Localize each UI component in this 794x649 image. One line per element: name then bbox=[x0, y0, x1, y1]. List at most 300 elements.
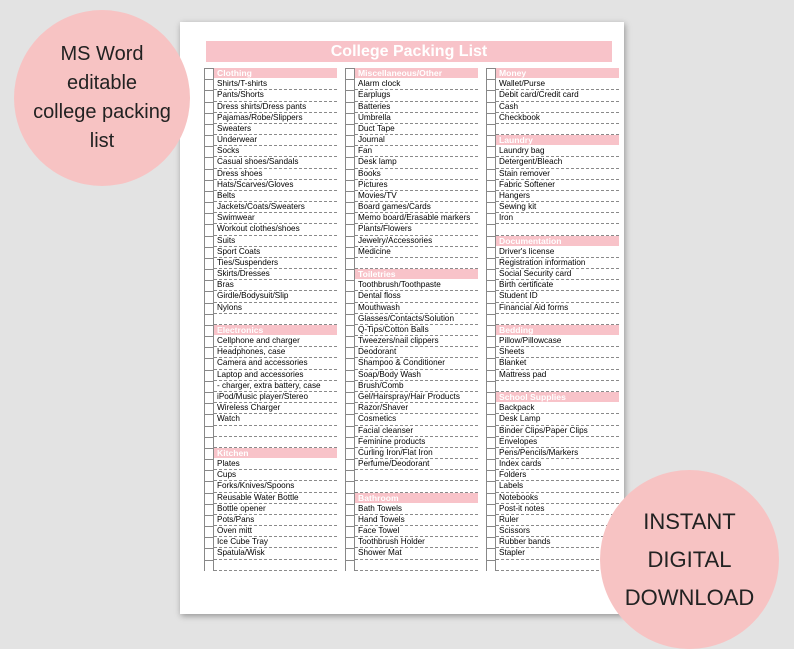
list-item bbox=[345, 437, 478, 448]
list-item-label: Razor/Shaver bbox=[355, 403, 478, 414]
checkbox[interactable] bbox=[204, 448, 214, 459]
checkbox[interactable] bbox=[204, 526, 214, 537]
list-item bbox=[345, 146, 478, 157]
checkbox[interactable] bbox=[204, 213, 214, 224]
list-item bbox=[345, 180, 478, 191]
checkbox[interactable] bbox=[345, 79, 355, 90]
section-header bbox=[345, 493, 478, 504]
checkbox[interactable] bbox=[204, 325, 214, 336]
checkbox[interactable] bbox=[204, 157, 214, 168]
list-item-label: Workout clothes/shoes bbox=[214, 224, 337, 235]
checkbox[interactable] bbox=[486, 113, 496, 124]
checkbox[interactable] bbox=[486, 336, 496, 347]
section-header bbox=[204, 448, 337, 459]
section-header-label: Kitchen bbox=[214, 448, 337, 459]
list-item bbox=[345, 224, 478, 235]
list-item bbox=[486, 280, 619, 291]
list-item-label: Wireless Charger bbox=[214, 403, 337, 414]
checkbox[interactable] bbox=[345, 403, 355, 414]
checkbox[interactable] bbox=[345, 515, 355, 526]
list-item-label: Social Security card bbox=[496, 269, 619, 280]
list-item-label: Forks/Knives/Spoons bbox=[214, 481, 337, 492]
checkbox[interactable] bbox=[486, 459, 496, 470]
checkbox[interactable] bbox=[204, 113, 214, 124]
checkbox[interactable] bbox=[345, 213, 355, 224]
checkbox[interactable] bbox=[204, 191, 214, 202]
checkbox[interactable] bbox=[486, 504, 496, 515]
list-item bbox=[204, 269, 337, 280]
list-item bbox=[204, 224, 337, 235]
list-item bbox=[204, 314, 337, 325]
checkbox[interactable] bbox=[204, 102, 214, 113]
checkbox[interactable] bbox=[204, 314, 214, 325]
list-item bbox=[486, 414, 619, 425]
list-item-label bbox=[214, 314, 337, 325]
list-item bbox=[204, 370, 337, 381]
list-item-label: Pots/Pans bbox=[214, 515, 337, 526]
list-item bbox=[204, 526, 337, 537]
list-item-label: Facial cleanser bbox=[355, 426, 478, 437]
list-column-1 bbox=[204, 68, 337, 571]
list-item bbox=[345, 381, 478, 392]
checkbox[interactable] bbox=[486, 526, 496, 537]
list-item bbox=[345, 548, 478, 559]
list-item bbox=[345, 325, 478, 336]
list-item-label bbox=[496, 224, 619, 235]
checkbox[interactable] bbox=[486, 314, 496, 325]
checkbox[interactable] bbox=[345, 537, 355, 548]
checkbox[interactable] bbox=[486, 381, 496, 392]
checkbox[interactable] bbox=[486, 169, 496, 180]
checkbox[interactable] bbox=[345, 448, 355, 459]
list-item bbox=[204, 414, 337, 425]
checkbox[interactable] bbox=[204, 90, 214, 101]
checkbox[interactable] bbox=[204, 515, 214, 526]
list-item bbox=[486, 124, 619, 135]
checkbox[interactable] bbox=[486, 481, 496, 492]
checkbox[interactable] bbox=[204, 303, 214, 314]
list-item bbox=[204, 124, 337, 135]
section-header-label: Documentation bbox=[496, 236, 619, 247]
list-item-label bbox=[496, 381, 619, 392]
checkbox[interactable] bbox=[486, 90, 496, 101]
checkbox[interactable] bbox=[204, 470, 214, 481]
list-item bbox=[345, 169, 478, 180]
section-header bbox=[486, 135, 619, 146]
list-item bbox=[204, 202, 337, 213]
list-item-label: Socks bbox=[214, 146, 337, 157]
list-item bbox=[204, 102, 337, 113]
checkbox[interactable] bbox=[204, 68, 214, 79]
checkbox[interactable] bbox=[345, 470, 355, 481]
checkbox[interactable] bbox=[345, 258, 355, 269]
checkbox[interactable] bbox=[486, 515, 496, 526]
list-item bbox=[204, 169, 337, 180]
checkbox[interactable] bbox=[486, 79, 496, 90]
checkbox[interactable] bbox=[486, 258, 496, 269]
list-item-label bbox=[214, 426, 337, 437]
list-item-label: Pajamas/Robe/Slippers bbox=[214, 113, 337, 124]
list-item bbox=[486, 157, 619, 168]
list-item-label: Perfume/Deodorant bbox=[355, 459, 478, 470]
checkbox[interactable] bbox=[204, 548, 214, 559]
list-item bbox=[345, 392, 478, 403]
promo-line: list bbox=[89, 130, 115, 152]
checkbox[interactable] bbox=[345, 224, 355, 235]
checkbox[interactable] bbox=[486, 403, 496, 414]
list-item-label: Girdle/Bodysuit/Slip bbox=[214, 291, 337, 302]
checkbox[interactable] bbox=[345, 90, 355, 101]
checkbox[interactable] bbox=[486, 537, 496, 548]
checkbox[interactable] bbox=[345, 303, 355, 314]
checkbox[interactable] bbox=[345, 236, 355, 247]
checkbox[interactable] bbox=[345, 169, 355, 180]
list-item-label: Birth certificate bbox=[496, 280, 619, 291]
list-item bbox=[204, 381, 337, 392]
list-item-label bbox=[496, 124, 619, 135]
checkbox[interactable] bbox=[204, 370, 214, 381]
checkbox[interactable] bbox=[345, 68, 355, 79]
list-item-label: Feminine products bbox=[355, 437, 478, 448]
checkbox[interactable] bbox=[204, 291, 214, 302]
list-item-label: Earplugs bbox=[355, 90, 478, 101]
checkbox[interactable] bbox=[345, 247, 355, 258]
checkbox[interactable] bbox=[486, 426, 496, 437]
checkbox[interactable] bbox=[204, 403, 214, 414]
list-item bbox=[345, 347, 478, 358]
checkbox[interactable] bbox=[486, 247, 496, 258]
list-item bbox=[486, 358, 619, 369]
list-item bbox=[486, 493, 619, 504]
list-item bbox=[204, 358, 337, 369]
checkbox[interactable] bbox=[204, 224, 214, 235]
list-item bbox=[486, 247, 619, 258]
list-item bbox=[345, 526, 478, 537]
section-header bbox=[486, 68, 619, 79]
checkbox[interactable] bbox=[486, 437, 496, 448]
checkbox[interactable] bbox=[345, 370, 355, 381]
list-item-label bbox=[214, 560, 337, 571]
checkbox[interactable] bbox=[486, 414, 496, 425]
checkbox[interactable] bbox=[486, 303, 496, 314]
page-title: College Packing List bbox=[206, 41, 612, 62]
list-item-label: Backpack bbox=[496, 403, 619, 414]
checkbox[interactable] bbox=[345, 124, 355, 135]
list-item-label: Checkbook bbox=[496, 113, 619, 124]
checkbox[interactable] bbox=[486, 470, 496, 481]
checkbox[interactable] bbox=[486, 560, 496, 571]
list-item-label: - charger, extra battery, case bbox=[214, 381, 337, 392]
list-item-label: Fabric Softener bbox=[496, 180, 619, 191]
checkbox[interactable] bbox=[486, 280, 496, 291]
list-item-label: Cellphone and charger bbox=[214, 336, 337, 347]
list-item bbox=[486, 146, 619, 157]
checkbox[interactable] bbox=[345, 146, 355, 157]
list-item bbox=[345, 470, 478, 481]
checkbox[interactable] bbox=[345, 560, 355, 571]
list-item-label: Desk lamp bbox=[355, 157, 478, 168]
checkbox[interactable] bbox=[345, 437, 355, 448]
list-item bbox=[345, 303, 478, 314]
list-item-label: Reusable Water Bottle bbox=[214, 493, 337, 504]
list-item bbox=[204, 504, 337, 515]
list-item bbox=[204, 515, 337, 526]
list-item-label: Pants/Shorts bbox=[214, 90, 337, 101]
checkbox[interactable] bbox=[486, 493, 496, 504]
checkbox[interactable] bbox=[345, 269, 355, 280]
checkbox[interactable] bbox=[486, 236, 496, 247]
checkbox[interactable] bbox=[486, 370, 496, 381]
checkbox[interactable] bbox=[486, 202, 496, 213]
list-item-label: Batteries bbox=[355, 102, 478, 113]
checkbox[interactable] bbox=[204, 437, 214, 448]
list-item-label: Spatula/Wisk bbox=[214, 548, 337, 559]
list-item-label: Jewelry/Accessories bbox=[355, 236, 478, 247]
list-item-label: Toothbrush/Toothpaste bbox=[355, 280, 478, 291]
checkbox[interactable] bbox=[345, 392, 355, 403]
list-item-label: Post-it notes bbox=[496, 504, 619, 515]
checkbox[interactable] bbox=[486, 448, 496, 459]
checkbox[interactable] bbox=[204, 180, 214, 191]
checkbox[interactable] bbox=[345, 102, 355, 113]
list-item-label: Alarm clock bbox=[355, 79, 478, 90]
section-header-label: Money bbox=[496, 68, 619, 79]
list-item bbox=[486, 224, 619, 235]
checkbox[interactable] bbox=[204, 560, 214, 571]
list-item bbox=[486, 448, 619, 459]
list-item bbox=[345, 213, 478, 224]
checkbox[interactable] bbox=[204, 146, 214, 157]
list-item-label: Books bbox=[355, 169, 478, 180]
list-item bbox=[486, 347, 619, 358]
checkbox[interactable] bbox=[204, 202, 214, 213]
checkbox[interactable] bbox=[204, 135, 214, 146]
checkbox[interactable] bbox=[204, 280, 214, 291]
promo-badge-download bbox=[600, 470, 779, 649]
list-item-label: Movies/TV bbox=[355, 191, 478, 202]
section-header-label: Bathroom bbox=[355, 493, 478, 504]
list-item bbox=[204, 560, 337, 571]
checkbox[interactable] bbox=[486, 224, 496, 235]
checkbox[interactable] bbox=[204, 414, 214, 425]
list-item bbox=[486, 202, 619, 213]
checkbox[interactable] bbox=[486, 291, 496, 302]
checkbox[interactable] bbox=[486, 180, 496, 191]
checkbox[interactable] bbox=[345, 191, 355, 202]
list-item-label: Gel/Hairspray/Hair Products bbox=[355, 392, 478, 403]
checkbox[interactable] bbox=[486, 157, 496, 168]
list-item-label: Umbrella bbox=[355, 113, 478, 124]
checkbox[interactable] bbox=[204, 79, 214, 90]
list-item bbox=[345, 236, 478, 247]
checkbox[interactable] bbox=[345, 202, 355, 213]
list-item bbox=[204, 258, 337, 269]
list-item-label: Debit card/Credit card bbox=[496, 90, 619, 101]
list-item-label: Mouthwash bbox=[355, 303, 478, 314]
list-item-label: Stapler bbox=[496, 548, 619, 559]
checkbox[interactable] bbox=[204, 336, 214, 347]
list-item bbox=[204, 493, 337, 504]
checkbox[interactable] bbox=[486, 213, 496, 224]
checkbox[interactable] bbox=[486, 135, 496, 146]
section-header-label: Electronics bbox=[214, 325, 337, 336]
list-item bbox=[204, 392, 337, 403]
checkbox[interactable] bbox=[204, 247, 214, 258]
list-item bbox=[204, 191, 337, 202]
checkbox[interactable] bbox=[345, 280, 355, 291]
list-item bbox=[204, 135, 337, 146]
list-item bbox=[486, 537, 619, 548]
list-item bbox=[345, 370, 478, 381]
checkbox[interactable] bbox=[486, 347, 496, 358]
list-item-label: Pens/Pencils/Markers bbox=[496, 448, 619, 459]
list-item-label: Medicine bbox=[355, 247, 478, 258]
list-item bbox=[204, 79, 337, 90]
list-item bbox=[204, 403, 337, 414]
list-item bbox=[204, 113, 337, 124]
checkbox[interactable] bbox=[345, 180, 355, 191]
list-item-label: Plates bbox=[214, 459, 337, 470]
list-item-label: Driver's license bbox=[496, 247, 619, 258]
checkbox[interactable] bbox=[204, 236, 214, 247]
checkbox[interactable] bbox=[204, 459, 214, 470]
list-item bbox=[345, 90, 478, 101]
checkbox[interactable] bbox=[204, 537, 214, 548]
checkbox[interactable] bbox=[345, 358, 355, 369]
list-item bbox=[345, 560, 478, 571]
checkbox[interactable] bbox=[486, 68, 496, 79]
checkbox[interactable] bbox=[486, 191, 496, 202]
list-item-label: Wallet/Purse bbox=[496, 79, 619, 90]
packing-list-sheet bbox=[180, 22, 624, 614]
checkbox[interactable] bbox=[204, 258, 214, 269]
list-item bbox=[204, 481, 337, 492]
list-item-label: Dress shirts/Dress pants bbox=[214, 102, 337, 113]
checkbox[interactable] bbox=[345, 459, 355, 470]
checkbox[interactable] bbox=[345, 414, 355, 425]
checkbox[interactable] bbox=[204, 381, 214, 392]
list-item bbox=[486, 437, 619, 448]
checkbox[interactable] bbox=[345, 493, 355, 504]
checkbox[interactable] bbox=[345, 426, 355, 437]
section-header-label: School Supplies bbox=[496, 392, 619, 403]
list-item-label: Glasses/Contacts/Solution bbox=[355, 314, 478, 325]
list-item-label: Nylons bbox=[214, 303, 337, 314]
list-item-label: Toothbrush Holder bbox=[355, 537, 478, 548]
checkbox[interactable] bbox=[345, 314, 355, 325]
checkbox[interactable] bbox=[486, 548, 496, 559]
list-item-label: Bottle opener bbox=[214, 504, 337, 515]
checkbox[interactable] bbox=[204, 169, 214, 180]
list-item-label: Rubber bands bbox=[496, 537, 619, 548]
list-item bbox=[345, 258, 478, 269]
promo-line: INSTANT bbox=[643, 508, 736, 534]
list-item bbox=[345, 314, 478, 325]
checkbox[interactable] bbox=[345, 548, 355, 559]
list-column-3 bbox=[486, 68, 619, 571]
checkbox[interactable] bbox=[345, 481, 355, 492]
checkbox[interactable] bbox=[486, 358, 496, 369]
list-item bbox=[345, 414, 478, 425]
list-item bbox=[345, 504, 478, 515]
checkbox[interactable] bbox=[204, 504, 214, 515]
list-item bbox=[486, 526, 619, 537]
checkbox[interactable] bbox=[345, 526, 355, 537]
list-item bbox=[486, 102, 619, 113]
list-item-label: Pictures bbox=[355, 180, 478, 191]
checkbox[interactable] bbox=[486, 325, 496, 336]
list-item-label: Oven mitt bbox=[214, 526, 337, 537]
list-item bbox=[345, 336, 478, 347]
list-item-label: Swimwear bbox=[214, 213, 337, 224]
checkbox[interactable] bbox=[204, 124, 214, 135]
list-item bbox=[345, 113, 478, 124]
checkbox[interactable] bbox=[204, 347, 214, 358]
checkbox[interactable] bbox=[345, 291, 355, 302]
checkbox[interactable] bbox=[486, 124, 496, 135]
list-item-label: Ice Cube Tray bbox=[214, 537, 337, 548]
checkbox[interactable] bbox=[486, 102, 496, 113]
list-item bbox=[486, 79, 619, 90]
checkbox[interactable] bbox=[345, 347, 355, 358]
checkbox[interactable] bbox=[345, 381, 355, 392]
checkbox[interactable] bbox=[204, 426, 214, 437]
checkbox[interactable] bbox=[345, 157, 355, 168]
checkbox[interactable] bbox=[204, 481, 214, 492]
list-item-label: Ties/Suspenders bbox=[214, 258, 337, 269]
list-item-label: Cups bbox=[214, 470, 337, 481]
section-header-label: Clothing bbox=[214, 68, 337, 79]
list-item bbox=[486, 426, 619, 437]
list-item bbox=[204, 280, 337, 291]
list-item-label: Ruler bbox=[496, 515, 619, 526]
list-item-label: Brush/Comb bbox=[355, 381, 478, 392]
list-item-label: Cosmetics bbox=[355, 414, 478, 425]
list-item-label: Shirts/T-shirts bbox=[214, 79, 337, 90]
checkbox[interactable] bbox=[204, 269, 214, 280]
list-item-label: Hangers bbox=[496, 191, 619, 202]
checkbox[interactable] bbox=[345, 325, 355, 336]
promo-line: DIGITAL bbox=[647, 546, 732, 572]
list-item bbox=[486, 336, 619, 347]
checkbox[interactable] bbox=[204, 493, 214, 504]
list-item-label bbox=[355, 470, 478, 481]
list-item-label: Jackets/Coats/Sweaters bbox=[214, 202, 337, 213]
checkbox[interactable] bbox=[345, 336, 355, 347]
list-item-label: Plants/Flowers bbox=[355, 224, 478, 235]
list-item bbox=[204, 347, 337, 358]
list-item-label: Laptop and accessories bbox=[214, 370, 337, 381]
list-item bbox=[486, 515, 619, 526]
checkbox[interactable] bbox=[204, 392, 214, 403]
list-item-label: Detergent/Bleach bbox=[496, 157, 619, 168]
list-item bbox=[345, 515, 478, 526]
checkbox[interactable] bbox=[345, 504, 355, 515]
checkbox[interactable] bbox=[486, 146, 496, 157]
list-item-label: Memo board/Erasable markers bbox=[355, 213, 478, 224]
checkbox[interactable] bbox=[345, 135, 355, 146]
list-item-label: Duct Tape bbox=[355, 124, 478, 135]
list-item bbox=[345, 358, 478, 369]
checkbox[interactable] bbox=[486, 392, 496, 403]
list-item bbox=[486, 191, 619, 202]
list-item-label: Tweezers/nail clippers bbox=[355, 336, 478, 347]
checkbox[interactable] bbox=[486, 269, 496, 280]
checkbox[interactable] bbox=[345, 113, 355, 124]
list-item bbox=[345, 280, 478, 291]
list-item bbox=[204, 213, 337, 224]
checkbox[interactable] bbox=[204, 358, 214, 369]
